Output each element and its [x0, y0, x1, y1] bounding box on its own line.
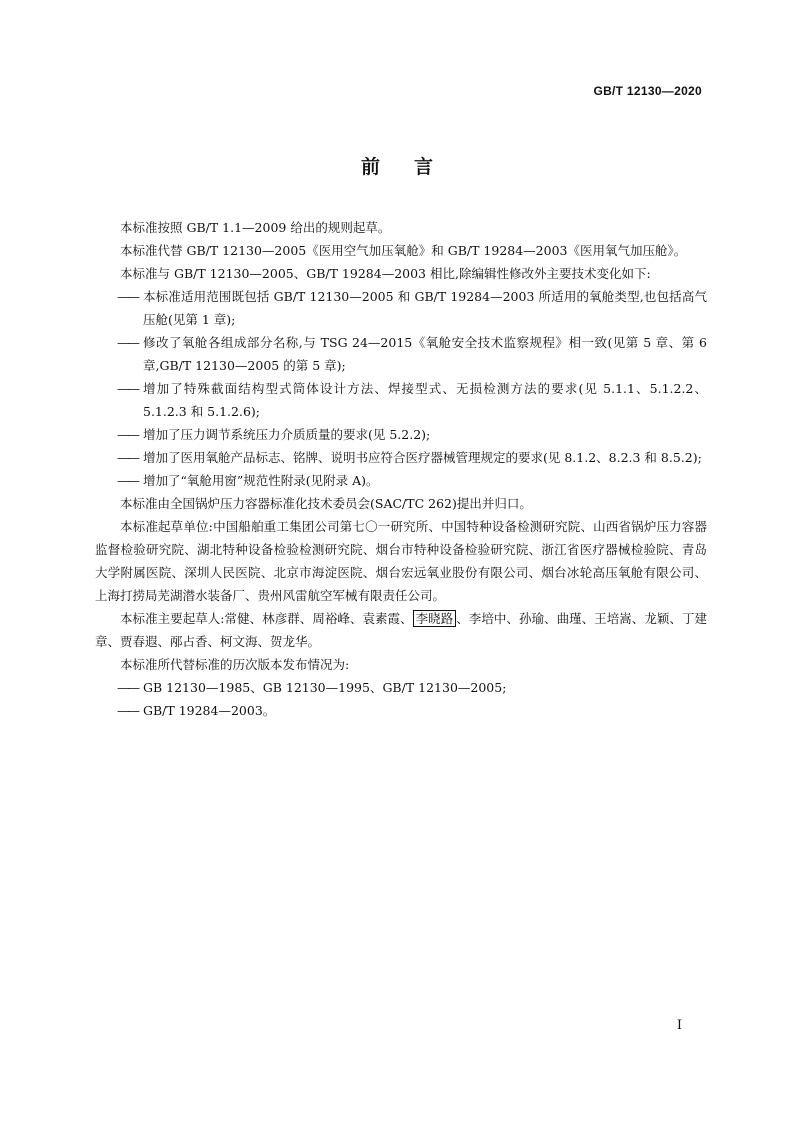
list-item-text: 修改了氧舱各组成部分名称,与 TSG 24—2015《氧舱安全技术监察规程》相一致(见第 5 章、第 6 章,GB/T 12130—2005 的第 5 章); — [143, 335, 707, 373]
list-item — [95, 285, 707, 331]
boxed-name: 李晓路 — [413, 610, 457, 627]
list-item — [95, 699, 707, 722]
paragraph-replaces: 本标准代替 GB/T 12130—2005《医用空气加压氧舱》和 GB/T 19284—2003《医用氧气加压舱》。 — [120, 243, 687, 258]
list-item-text: 增加了“氧舱用窗”规范性附录(见附录 A)。 — [143, 473, 379, 488]
list-item — [95, 423, 707, 446]
paragraph-history-intro: 本标准所代替标准的历次版本发布情况为: — [120, 657, 350, 672]
page-title: 前言 — [360, 156, 467, 178]
drafters-text-before: 本标准主要起草人:常健、林彦群、周裕峰、袁素霞、 — [120, 611, 413, 626]
list-item — [95, 331, 707, 377]
standard-code: GB/T 12130—2020 — [593, 84, 702, 98]
list-item-text: 本标准适用范围既包括 GB/T 12130—2005 和 GB/T 19284—2003 所适用的氧舱类型,也包括高气压舱(见第 1 章); — [143, 289, 707, 327]
dash-marker: —— — [117, 335, 138, 350]
list-item — [95, 676, 707, 699]
list-item-text: 增加了压力调节系统压力介质质量的要求(见 5.2.2); — [143, 427, 431, 442]
dash-marker: —— — [117, 450, 138, 465]
list-item-text: GB/T 19284—2003。 — [143, 703, 276, 718]
page-number: I — [676, 1018, 682, 1033]
dash-marker: —— — [117, 427, 138, 442]
dash-marker: —— — [117, 381, 138, 396]
list-item — [95, 446, 707, 469]
list-item-text: 增加了特殊截面结构型式筒体设计方法、焊接型式、无损检测方法的要求(见 5.1.1、5.1.2.2、5.1.2.3 和 5.1.2.6); — [143, 381, 707, 419]
list-item-text: GB 12130—1985、GB 12130—1995、GB/T 12130—2005; — [143, 680, 507, 695]
paragraph-drafters — [95, 607, 707, 653]
list-item-text: 增加了医用氧舱产品标志、铭牌、说明书应符合医疗器械管理规定的要求(见 8.1.2、8.2.3 和 8.5.2); — [143, 450, 702, 465]
paragraph-drafting-units: 本标准起草单位:中国船舶重工集团公司第七〇一研究所、中国特种设备检测研究院、山西省锅炉压力容器监督检验研究院、湖北特种设备检验检测研究院、烟台市特种设备检验研究院、浙江省医疗器械检验院、青岛大学附属医院、深圳人民医院、北京市海淀医院、烟台宏远氧业股份有限公司、烟台冰轮高压氧舱有限公司、上海打捞局芜湖潜水装备厂、贵州风雷航空军械有限责任公司。 — [95, 519, 707, 603]
paragraph-proposer: 本标准由全国锅炉压力容器标准化技术委员会(SAC/TC 262)提出并归口。 — [120, 496, 532, 511]
list-item — [95, 469, 707, 492]
dash-marker: —— — [117, 289, 138, 304]
dash-marker: —— — [117, 703, 138, 718]
paragraph-changes-intro: 本标准与 GB/T 12130—2005、GB/T 19284—2003 相比,除编辑性修改外主要技术变化如下: — [120, 266, 651, 281]
dash-marker: —— — [117, 680, 138, 695]
foreword-body — [95, 216, 707, 722]
drafters-text-after: 、李培中、孙瑜、曲瑾、王培嵩、龙颖、丁建章、贾春遐、邴占香、柯文海、贺龙华。 — [95, 611, 707, 649]
dash-marker: —— — [117, 473, 138, 488]
list-item — [95, 377, 707, 423]
paragraph-drafting-rules: 本标准按照 GB/T 1.1—2009 给出的规则起草。 — [120, 220, 391, 235]
